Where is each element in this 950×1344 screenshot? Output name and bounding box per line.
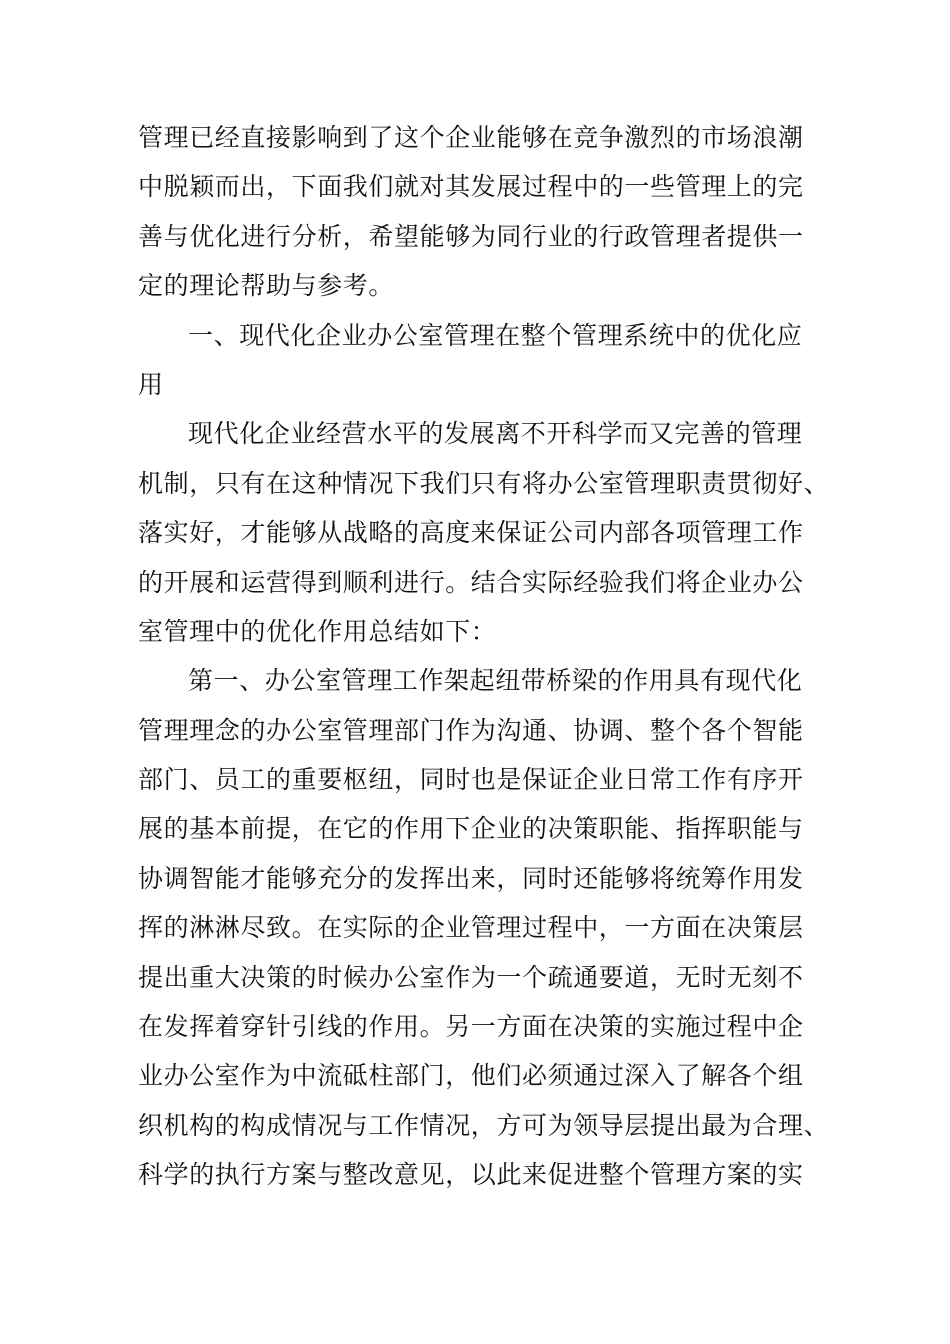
- paragraph-line: 挥的淋淋尽致。在实际的企业管理过程中，一方面在决策层: [138, 913, 804, 943]
- paragraph-line: 在发挥着穿针引线的作用。另一方面在决策的实施过程中企: [138, 1012, 804, 1042]
- paragraph-line: 现代化企业经营水平的发展离不开科学而又完善的管理: [188, 419, 803, 449]
- section-heading-continued: 用: [138, 369, 164, 399]
- paragraph-line: 机制，只有在这种情况下我们只有将办公室管理职责贯彻好、: [138, 468, 830, 498]
- paragraph-line: 织机构的构成情况与工作情况，方可为领导层提出最为合理、: [138, 1110, 830, 1140]
- paragraph-line: 定的理论帮助与参考。: [138, 271, 395, 301]
- paragraph-line: 落实好，才能够从战略的高度来保证公司内部各项管理工作: [138, 518, 804, 548]
- paragraph-line: 部门、员工的重要枢纽，同时也是保证企业日常工作有序开: [138, 765, 804, 795]
- paragraph-line: 管理理念的办公室管理部门作为沟通、协调、整个各个智能: [138, 715, 804, 745]
- paragraph-line: 协调智能才能够充分的发挥出来，同时还能够将统筹作用发: [138, 863, 804, 893]
- paragraph-line: 管理已经直接影响到了这个企业能够在竞争激烈的市场浪潮: [138, 123, 804, 152]
- paragraph-line: 业办公室作为中流砥柱部门，他们必须通过深入了解各个组: [138, 1061, 804, 1091]
- paragraph-line: 科学的执行方案与整改意见，以此来促进整个管理方案的实: [138, 1160, 804, 1190]
- paragraph-line: 第一、办公室管理工作架起纽带桥梁的作用具有现代化: [188, 666, 803, 696]
- paragraph-line: 提出重大决策的时候办公室作为一个疏通要道，无时无刻不: [138, 962, 804, 992]
- paragraph-line: 展的基本前提，在它的作用下企业的决策职能、指挥职能与: [138, 814, 804, 844]
- paragraph-line: 善与优化进行分析，希望能够为同行业的行政管理者提供一: [138, 221, 804, 251]
- paragraph-line: 室管理中的优化作用总结如下：: [138, 616, 497, 646]
- section-heading: 一、现代化企业办公室管理在整个管理系统中的优化应: [188, 320, 803, 350]
- body-text: [138, 113, 830, 1200]
- paragraph-line: 中脱颖而出，下面我们就对其发展过程中的一些管理上的完: [138, 172, 804, 202]
- paragraph-line: 的开展和运营得到顺利进行。结合实际经验我们将企业办公: [138, 567, 804, 597]
